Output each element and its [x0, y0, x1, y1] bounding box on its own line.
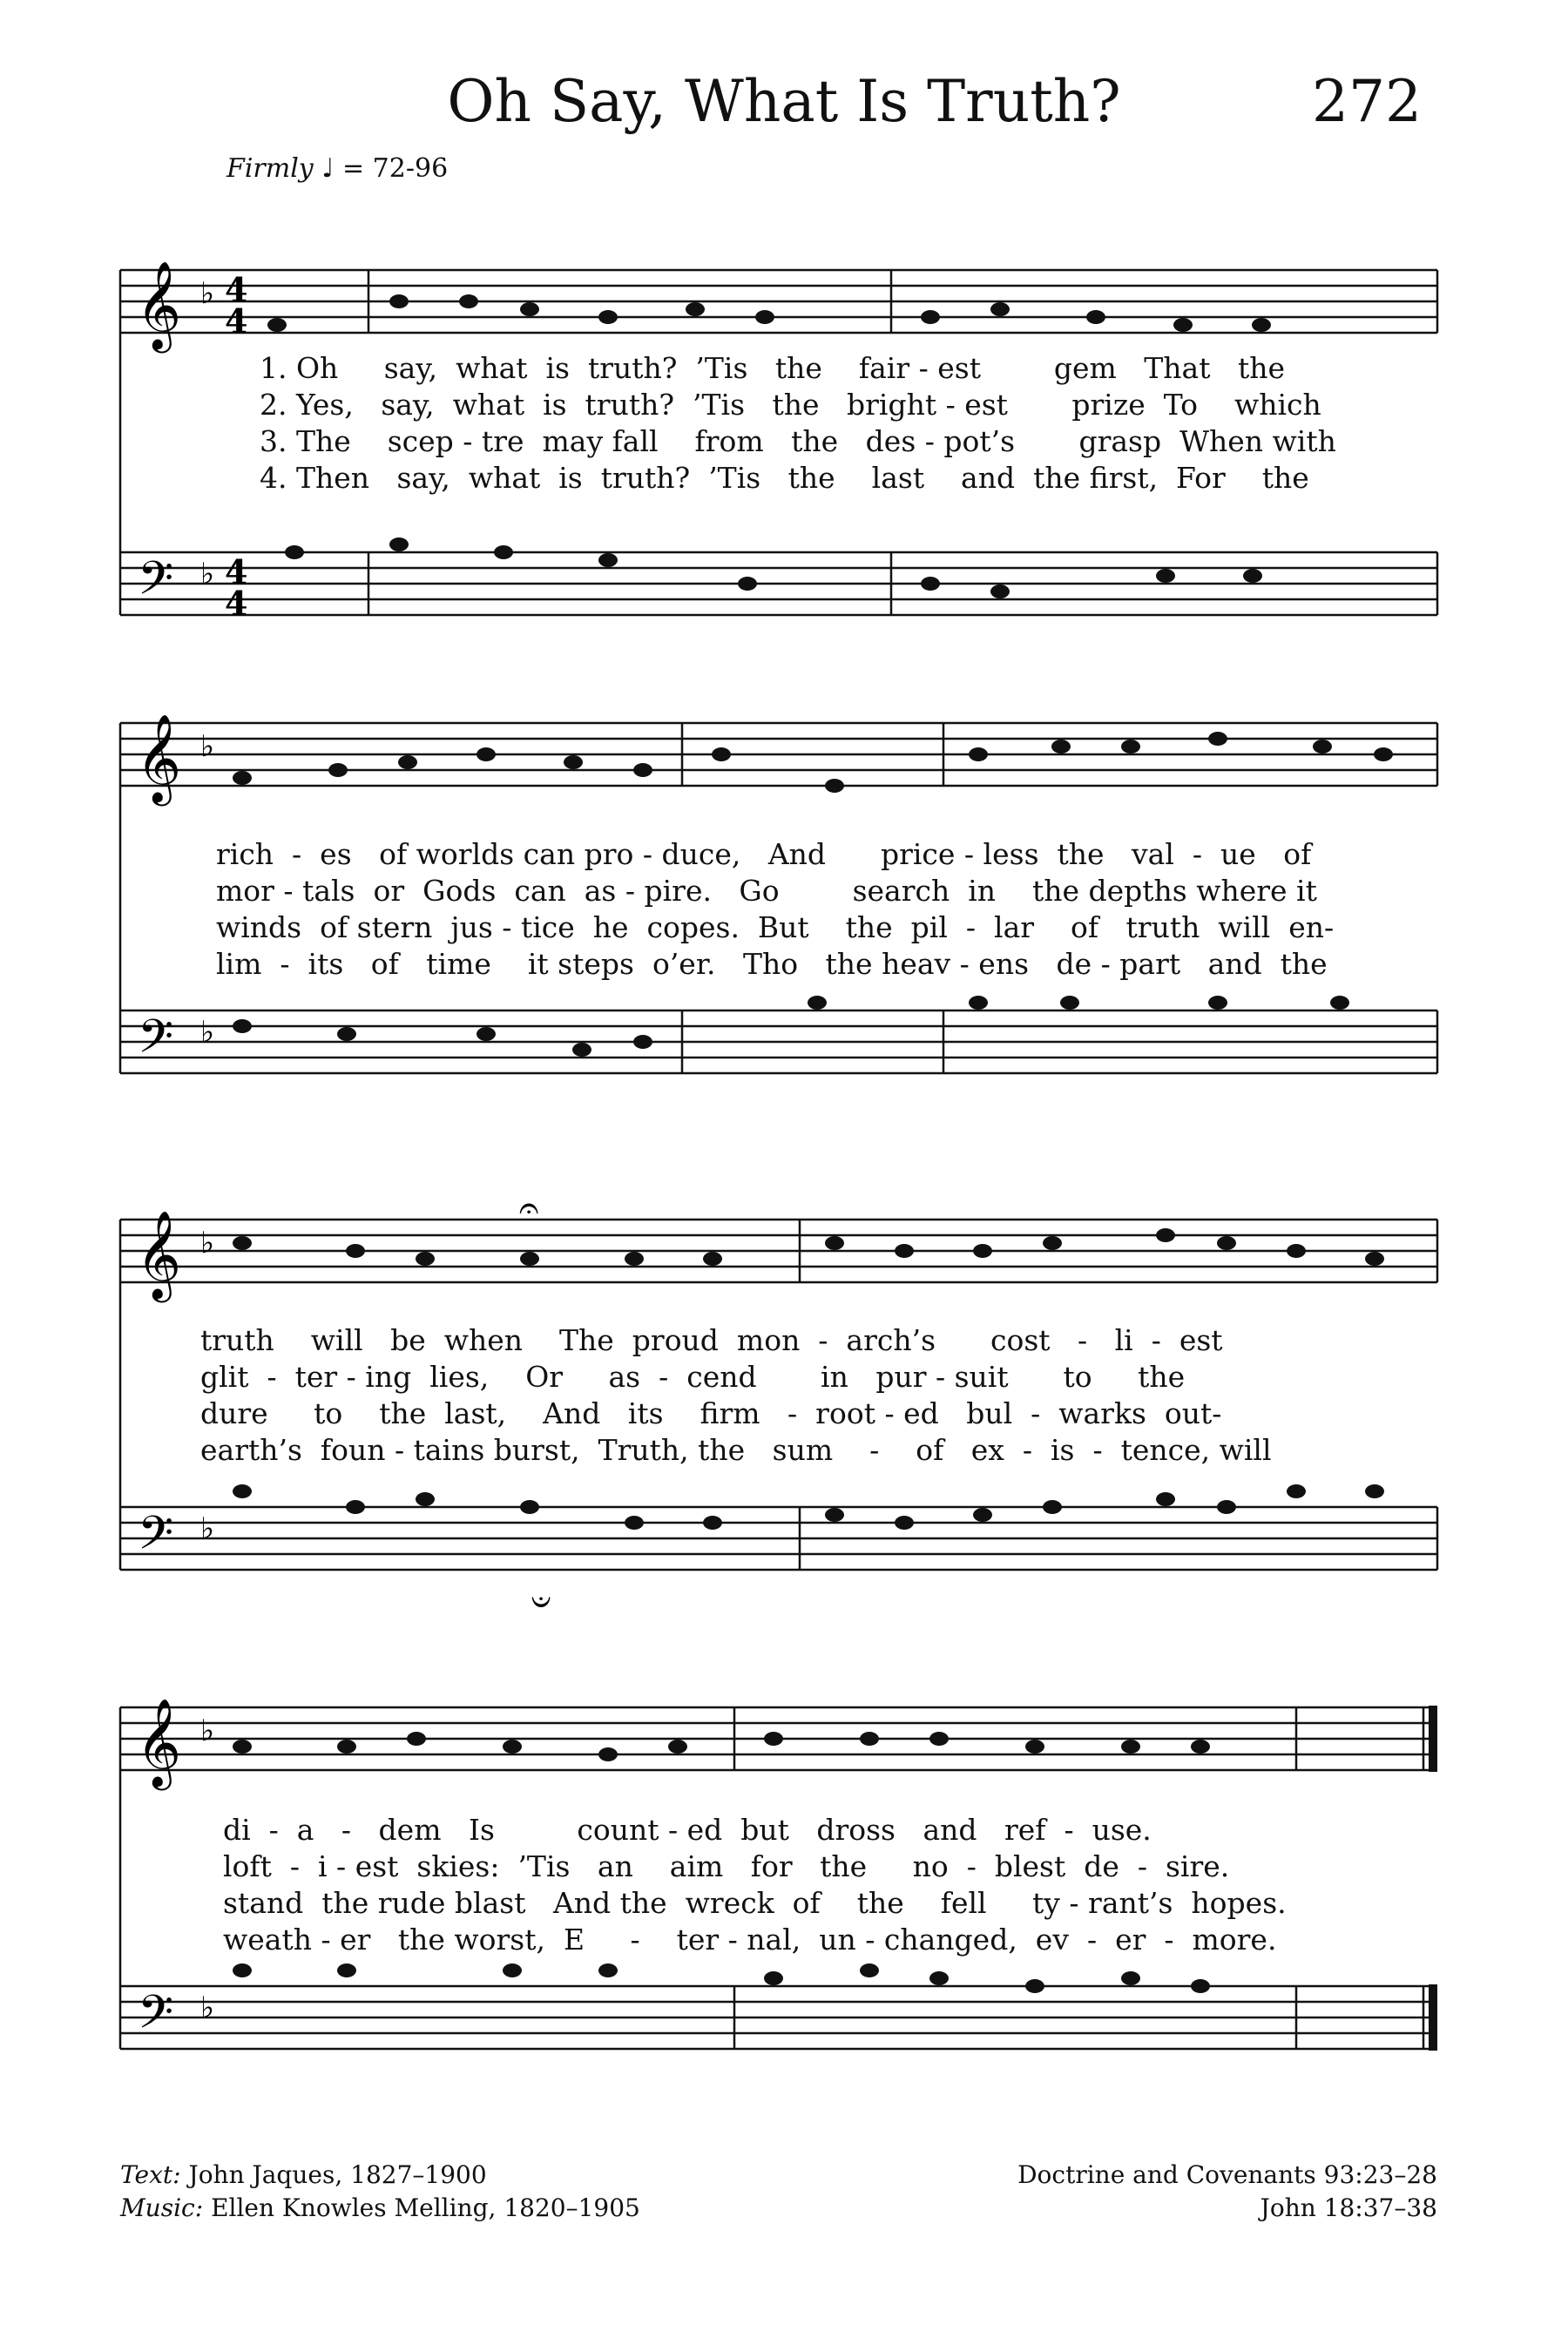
scripture-reference-1: Doctrine and Covenants 93:23–28 — [1017, 2160, 1437, 2189]
lyric-verse-2: glit - ter - ing lies, Or as - cend in pur - suit to the — [200, 1360, 1186, 1394]
hymn-title: Oh Say, What Is Truth? — [447, 68, 1121, 135]
quarter-note-icon: ♩ — [321, 153, 335, 184]
svg-text:♭: ♭ — [200, 1713, 215, 1748]
svg-text:𝄞: 𝄞 — [136, 1697, 182, 1787]
lyric-verse-4: earth’s foun - tains burst, Truth, the sum - of ex - is - tence, will — [200, 1433, 1272, 1467]
svg-text:4: 4 — [225, 552, 248, 591]
music-system-4 — [120, 1655, 1437, 2108]
lyric-verse-4: lim - its of time it steps o’er. Tho the heav - ens de - part and the — [216, 947, 1328, 981]
tempo-marking — [226, 153, 448, 184]
svg-text:𝄐: 𝄐 — [519, 1188, 539, 1228]
lyric-verse-1: di - a - dem Is count - ed but dross and ref - use. — [223, 1813, 1152, 1847]
svg-text:♭: ♭ — [200, 729, 215, 764]
music-system-1 — [120, 200, 1437, 653]
svg-text:𝄢: 𝄢 — [138, 1986, 174, 2051]
text-credit — [120, 2159, 640, 2192]
svg-text:𝄞: 𝄞 — [136, 1209, 182, 1299]
svg-text:𝄢: 𝄢 — [138, 1010, 174, 1075]
scripture-reference-2: John 18:37–38 — [1260, 2193, 1437, 2222]
svg-text:𝄢: 𝄢 — [138, 1507, 174, 1571]
svg-text:♭: ♭ — [200, 1511, 215, 1546]
lyric-verse-4: weath - er the worst, E - ter - nal, un - changed, ev - er - more. — [223, 1923, 1277, 1957]
svg-text:4: 4 — [225, 301, 248, 341]
lyric-verse-3: 3. The scep - tre may fall from the des - pot’s grasp When with — [260, 424, 1336, 458]
lyric-verse-3: winds of stern jus - tice he copes. But the pil - lar of truth will en- — [216, 910, 1335, 944]
music-credit — [120, 2192, 640, 2225]
svg-text:♭: ♭ — [200, 1990, 215, 2025]
svg-text:4: 4 — [225, 584, 248, 623]
svg-text:♭: ♭ — [200, 557, 215, 591]
svg-text:𝄢: 𝄢 — [138, 552, 174, 617]
scripture-references — [1017, 2159, 1437, 2225]
lyric-verse-1: rich - es of worlds can pro - duce, And price - less the val - ue of — [216, 837, 1312, 871]
lyric-verse-2: 2. Yes, say, what is truth? ’Tis the bright - est prize To which — [260, 388, 1321, 422]
svg-text:♭: ♭ — [200, 1226, 215, 1260]
lyric-verse-3: dure to the last, And its firm - root - ed bul - warks out- — [200, 1396, 1222, 1430]
lyric-verse-2: mor - tals or Gods can as - pire. Go search in the depths where it — [216, 874, 1317, 908]
svg-text:𝄑: 𝄑 — [531, 1582, 551, 1622]
music-credit-author: Ellen Knowles Melling, 1820–1905 — [211, 2193, 640, 2222]
lyric-verse-2: loft - i - est skies: ’Tis an aim for the no - blest de - sire. — [223, 1849, 1230, 1883]
lyric-verse-1: truth will be when The proud mon - arch’s cost - li - est — [200, 1323, 1223, 1357]
music-system-2 — [120, 679, 1437, 1132]
text-credit-label: Text: — [120, 2160, 181, 2189]
svg-text:♭: ♭ — [200, 276, 215, 311]
tempo-value: = 72-96 — [342, 153, 449, 184]
svg-text:♭: ♭ — [200, 1015, 215, 1050]
tempo-word: Firmly — [226, 153, 314, 184]
svg-text:4: 4 — [225, 270, 248, 309]
hymn-number: 272 — [1312, 68, 1422, 135]
music-system-3 — [120, 1167, 1437, 1638]
text-credit-author: John Jaques, 1827–1900 — [188, 2160, 487, 2189]
svg-text:𝄞: 𝄞 — [136, 713, 182, 802]
lyric-verse-3: stand the rude blast And the wreck of the fell ty - rant’s hopes. — [223, 1886, 1287, 1920]
svg-text:𝄞: 𝄞 — [136, 260, 182, 349]
lyric-verse-1: 1. Oh say, what is truth? ’Tis the fair - est gem That the — [260, 351, 1286, 385]
credits — [120, 2159, 640, 2225]
lyric-verse-4: 4. Then say, what is truth? ’Tis the last and the first, For the — [260, 461, 1309, 495]
music-credit-label: Music: — [120, 2193, 204, 2222]
